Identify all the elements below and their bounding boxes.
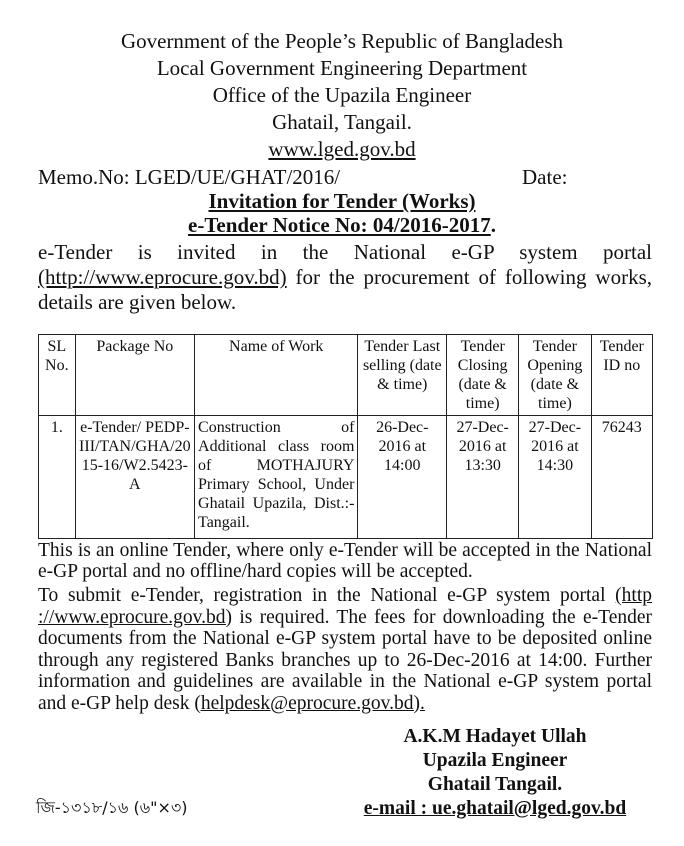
cell-closing: 27-Dec-2016 at 13:30 — [447, 416, 519, 539]
cell-work: Construction of Additional class room of MOTHAJURY Primary School, Under Ghatail Upazila, Dist.:- Tangail. — [195, 416, 358, 539]
cell-sl: 1. — [39, 416, 76, 539]
signatory-office: Ghatail Tangail. — [427, 774, 563, 795]
header-department: Local Government Engineering Department — [156, 56, 528, 80]
header-last-selling: Tender Last selling (date & time) — [358, 335, 447, 416]
tender-table-header-row — [39, 335, 653, 416]
header-sl: SL No. — [39, 335, 76, 416]
header-office: Office of the Upazila Engineer — [212, 83, 472, 107]
notice-number — [0, 213, 684, 237]
header-tender-id: Tender ID no — [591, 335, 652, 416]
notice-number-suffix: . — [490, 213, 496, 237]
registration-paragraph — [38, 585, 652, 714]
cell-tender-id: 76243 — [591, 416, 652, 539]
header-work: Name of Work — [195, 335, 358, 416]
tender-table — [38, 334, 653, 539]
cell-last-selling: 26-Dec-2016 at 14:00 — [358, 416, 447, 539]
notice-title — [0, 189, 684, 213]
intro-text-after: for the procurement of following works, details are given below. — [38, 265, 652, 314]
header-package: Package No — [75, 335, 194, 416]
intro-paragraph — [38, 240, 652, 315]
notice-title-text: Invitation for Tender (Works) — [208, 189, 476, 213]
eprocure-link-2[interactable]: (http ://www.eprocure.gov.bd) — [38, 585, 652, 628]
helpdesk-email-link[interactable]: (helpdesk@eprocure.gov.bd). — [194, 692, 425, 714]
signature-block — [330, 725, 660, 821]
memo-date-label: Date: — [522, 165, 568, 189]
memo-line — [38, 165, 658, 189]
header-opening: Tender Opening (date & time) — [519, 335, 591, 416]
header-location: Ghatail, Tangail. — [272, 110, 412, 134]
office-header — [0, 28, 684, 163]
intro-text-before: e-Tender is invited in the National e-GP system portal — [38, 240, 652, 264]
online-tender-paragraph: This is an online Tender, where only e-Tender will be accepted in the National e-GP portal and no offline/hard copies will be accepted. — [38, 540, 652, 582]
header-government: Government of the People’s Republic of Bangladesh — [120, 29, 564, 53]
para2-text-middle: is required. The fees for downloading the e-Tender documents from the National e-GP system portal have to be deposited online through any registered Banks branches up to 26-Dec-2016 at 14:00. Further information and guidelines are available in the National e-GP system portal and e-GP help desk — [38, 606, 652, 714]
notice-number-text: e-Tender Notice No: 04/2016-2017 — [188, 213, 491, 237]
header-website-link[interactable]: www.lged.gov.bd — [268, 137, 416, 161]
footer-code: জি-১৩১৮/১৬ (৬"×৩) — [36, 798, 188, 817]
signatory-name: A.K.M Hadayet Ullah — [403, 726, 587, 747]
signatory-email-link[interactable]: e-mail : ue.ghatail@lged.gov.bd — [363, 798, 627, 819]
eprocure-link[interactable]: (http://www.eprocure.gov.bd) — [38, 265, 287, 289]
cell-package: e-Tender/ PEDP-III/TAN/GHA/2015-16/W2.5423-A — [75, 416, 194, 539]
table-row — [39, 416, 653, 539]
cell-opening: 27-Dec-2016 at 14:30 — [519, 416, 591, 539]
header-closing: Tender Closing (date & time) — [447, 335, 519, 416]
memo-number: Memo.No: LGED/UE/GHAT/2016/ — [38, 165, 341, 189]
para2-text-before: To submit e-Tender, registration in the National e-GP system portal — [38, 585, 616, 606]
signatory-designation: Upazila Engineer — [422, 750, 568, 771]
